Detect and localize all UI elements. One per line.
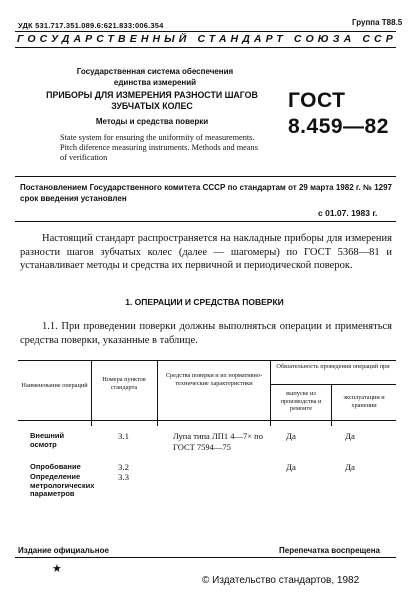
table-vline-3 xyxy=(270,360,271,426)
row-1-operation: Внешний осмотр xyxy=(30,431,65,449)
official-edition: Издание официальное xyxy=(18,546,109,555)
row-1-release: Да xyxy=(286,431,296,441)
header-item-numbers: Номера пунктов стандарта xyxy=(102,376,146,391)
row-1-means: Лупа типа ЛП1 4—7× по ГОСТ 7594—75 xyxy=(173,431,263,452)
table-header-bottom-line xyxy=(18,420,396,421)
document-title: ПРИБОРЫ ДЛЯ ИЗМЕРЕНИЯ РАЗНОСТИ ШАГОВ ЗУБЧАТЫХ КОЛЕС xyxy=(46,90,258,111)
standard-header: ГОСУДАРСТВЕННЫЙ СТАНДАРТ СОЮЗА ССР xyxy=(17,33,397,45)
system-title: Государственная система обеспечения единства измерений xyxy=(76,67,234,87)
footer-rule xyxy=(15,557,396,558)
row-1-storage: Да xyxy=(345,431,355,441)
effective-date: с 01.07. 1983 г. xyxy=(318,208,378,218)
intro-paragraph xyxy=(20,232,392,273)
header-mandatory: Обязательность проведения операций при xyxy=(276,363,390,370)
header-operation-storage: эксплуатации и хранении xyxy=(343,394,385,409)
reprint-notice: Перепечатка воспрещена xyxy=(279,546,380,555)
udk-code: УДК 531.717.351.089.6:621.833:006.354 xyxy=(18,21,164,30)
header-operation: Наименование операций xyxy=(21,382,88,389)
table-vline-4 xyxy=(331,384,332,426)
table-subheader-line xyxy=(270,384,396,385)
decree-bottom-rule xyxy=(15,221,396,222)
decree-text: Постановлением Государственного комитета СССР по стандартам от 29 марта 1982 г. № 1297 срок введения установлен xyxy=(20,183,392,203)
section-title: 1. ОПЕРАЦИИ И СРЕДСТВА ПОВЕРКИ xyxy=(125,297,284,307)
header-means: Средства поверки и их нормативно-технические характеристики xyxy=(165,372,263,387)
header-rule xyxy=(15,47,396,48)
intro-text: Настоящий стандарт распространяется на накладные приборы для измерения разности шагов зубчатых колес (далее — шагомеры) по ГОСТ 5368—81 и устанавливает методы и средства их первичной и периодической поверок. xyxy=(20,233,392,271)
paragraph-1-1-text: 1.1. При проведении поверки должны выполняться операции и применяться средства поверки, указанные в таблице. xyxy=(20,321,392,346)
row-1-items: 3.1 xyxy=(118,431,129,441)
row-2-release: Да xyxy=(286,462,296,472)
row-2-storage: Да xyxy=(345,462,355,472)
star-icon: ★ xyxy=(52,563,62,575)
group-code: Группа Т88.5 xyxy=(352,18,403,27)
methods-subtitle: Методы и средства поверки xyxy=(95,117,209,126)
row-2-items: 3.2 xyxy=(118,462,129,472)
table-vline-1 xyxy=(91,360,92,426)
header-release: выпуске из производства и ремонте xyxy=(280,390,322,412)
gost-badge xyxy=(288,88,389,140)
row-3-operation: Определение метрологических параметров xyxy=(30,472,95,498)
table-vline-2 xyxy=(157,360,158,426)
row-2-operation: Опробование xyxy=(30,462,81,471)
paragraph-1-1 xyxy=(20,320,392,347)
top-rule xyxy=(15,31,396,32)
copyright: © Издательство стандартов, 1982 xyxy=(202,575,360,586)
gost-label: ГОСТ xyxy=(288,89,346,112)
row-3-items: 3.3 xyxy=(118,472,129,482)
table-top-line xyxy=(18,360,396,361)
decree-rule xyxy=(15,176,396,177)
gost-number: 8.459—82 xyxy=(288,115,389,138)
english-title: State system for ensuring the uniformity of measurements. Pitch diference measuring instruments. Methods and means of verification xyxy=(60,133,258,162)
